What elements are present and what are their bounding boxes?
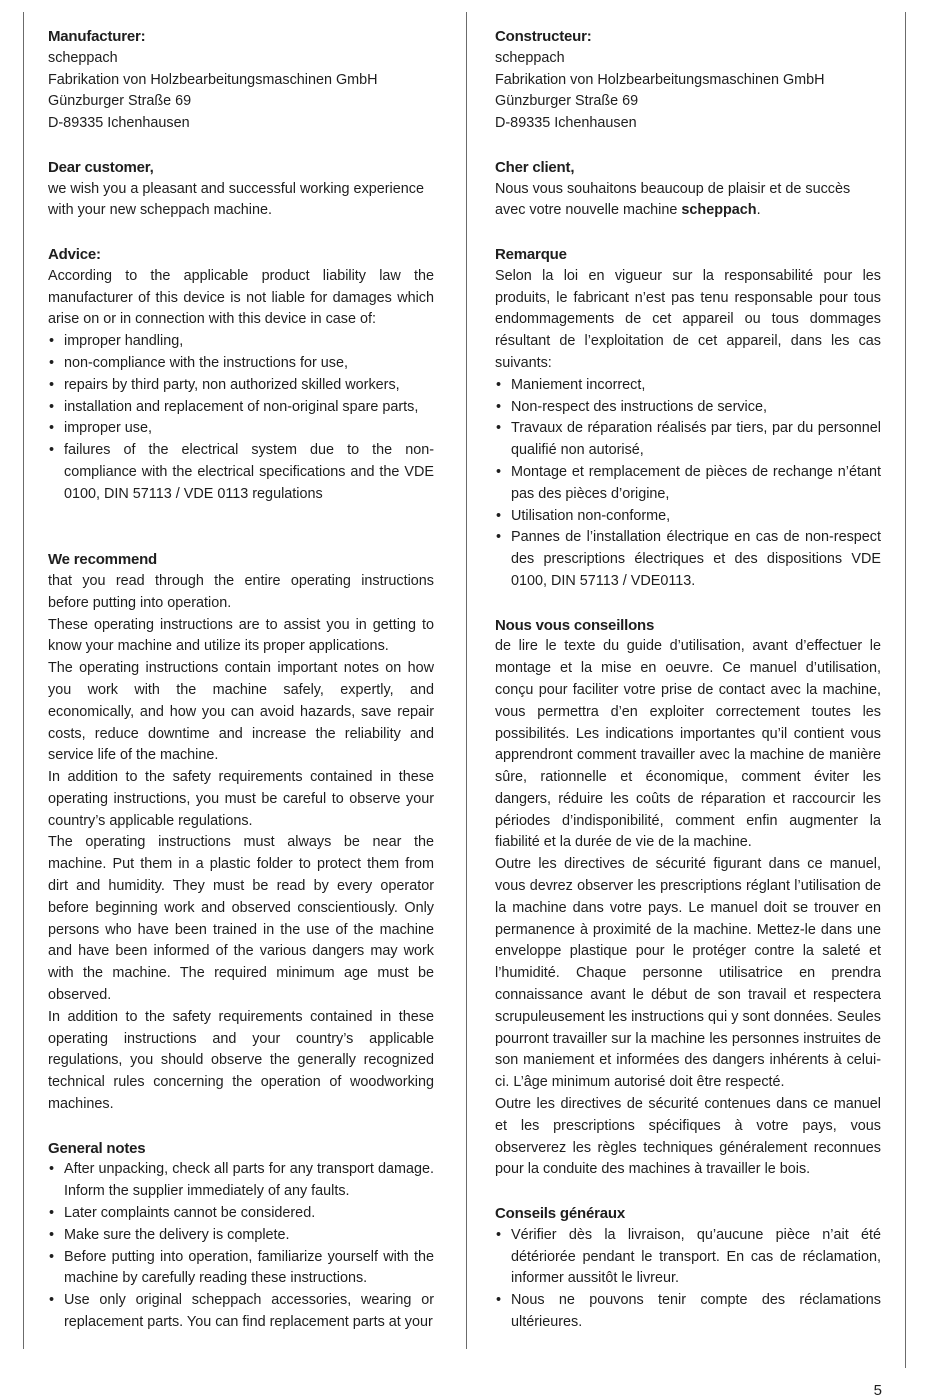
address-line: scheppach	[48, 49, 118, 66]
list-item: • Use only original scheppach accessories, wearing or replacement parts. You can find replacement parts at your	[48, 1290, 434, 1334]
page-number: 5	[873, 1382, 882, 1399]
list-item: • non-compliance with the instructions for use,	[48, 353, 434, 375]
dear-customer-section	[48, 157, 434, 222]
list-item: • Utilisation non-conforme,	[495, 506, 881, 528]
remarque-section	[495, 244, 881, 593]
dear-customer-heading: Dear customer,	[48, 158, 154, 176]
cher-client-heading: Cher client,	[495, 158, 575, 176]
left-border-line	[23, 12, 24, 1349]
list-item: • improper handling,	[48, 331, 434, 353]
advice-section	[48, 244, 434, 506]
address-line: Fabrikation von Holzbearbeitungsmaschinen GmbH	[48, 71, 378, 88]
list-item: • After unpacking, check all parts for any transport damage. Inform the supplier immediately of any faults.	[48, 1159, 434, 1203]
conseils-generaux-heading: Conseils généraux	[495, 1205, 625, 1223]
paragraph: These operating instructions are to assist you in getting to know your machine and utilize its proper applications.	[48, 616, 434, 655]
paragraph: that you read through the entire operating instructions before putting into operation.	[48, 572, 434, 611]
list-item: • Maniement incorrect,	[495, 375, 881, 397]
advice-heading: Advice:	[48, 245, 101, 263]
address-line: D-89335 Ichenhausen	[48, 115, 190, 132]
constructeur-section	[495, 26, 881, 135]
general-notes-section	[48, 1138, 434, 1334]
advice-intro: According to the applicable product liability law the manufacturer of this device is not liable for damages which arise on or in connection with this device in case of:	[48, 267, 434, 328]
list-item: • repairs by third party, non authorized skilled workers,	[48, 375, 434, 397]
list-item: • Nous ne pouvons tenir compte des réclamations ultérieures.	[495, 1290, 881, 1334]
list-item: • improper use,	[48, 418, 434, 440]
list-item: • installation and replacement of non-original spare parts,	[48, 397, 434, 419]
address-line: D-89335 Ichenhausen	[495, 115, 637, 132]
address-line: Günzburger Straße 69	[48, 93, 192, 110]
remarque-heading: Remarque	[495, 245, 567, 263]
list-item: • Pannes de l’installation électrique en cas de non-respect des prescriptions électriques et des dispositions VDE 0100, DIN 57113 / VDE0113.	[495, 527, 881, 592]
address-line: Fabrikation von Holzbearbeitungsmaschinen GmbH	[495, 71, 825, 88]
paragraph: The operating instructions must always be near the machine. Put them in a plastic folder to protect them from dirt and humidity. They must be read by every operator before beginning work and observed conscientiously. Only persons who have been trained in the use of the machine and have been informed of the various dangers may work with the machine. The required minimum age must be observed.	[48, 834, 434, 1004]
general-notes-list	[48, 1159, 434, 1333]
cher-client-text	[495, 179, 881, 223]
french-column	[495, 26, 881, 1356]
brand-name: scheppach	[681, 202, 757, 219]
dear-customer-text: we wish you a pleasant and successful working experience with your new scheppach machine.	[48, 180, 424, 219]
constructeur-heading: Constructeur:	[495, 28, 592, 45]
list-item: • Montage et remplacement de pièces de rechange n’étant pas des pièces d’origine,	[495, 462, 881, 506]
manufacturer-heading: Manufacturer:	[48, 28, 146, 45]
cher-client-text-start: Nous vous souhaitons beaucoup de plaisir et de succès avec votre nouvelle machine	[495, 180, 851, 219]
paragraph: In addition to the safety requirements contained in these operating instructions and your country’s applicable regulations, you should observe the generally recognized technical rules concerning the operation of woodworking machines.	[48, 1008, 434, 1113]
list-item: • failures of the electrical system due to the non-compliance with the electrical specifications and the VDE 0100, DIN 57113 / VDE 0113 regulations	[48, 440, 434, 505]
recommend-heading: We recommend	[48, 551, 158, 569]
cher-client-text-end: .	[756, 202, 761, 219]
general-notes-heading: General notes	[48, 1139, 146, 1157]
manufacturer-section	[48, 26, 434, 135]
cher-client-section	[495, 157, 881, 222]
recommend-section	[48, 549, 434, 1116]
paragraph: In addition to the safety requirements contained in these operating instructions, you must be careful to observe your country’s applicable regulations.	[48, 769, 434, 829]
remarque-list	[495, 375, 881, 593]
list-item: • Vérifier dès la livraison, qu’aucune pièce n’ait été détériorée pendant le transport. En cas de réclamation, informer aussitôt le livreur.	[495, 1225, 881, 1290]
advice-list	[48, 331, 434, 505]
conseils-generaux-list	[495, 1225, 881, 1334]
center-divider-line	[466, 12, 467, 1349]
english-column	[48, 26, 434, 1356]
paragraph: Outre les directives de sécurité contenues dans ce manuel et les prescriptions spécifiques à votre pays, vous observerez les règles techniques généralement reconnues pour la conduite des machines à travailler le bois.	[495, 1096, 881, 1178]
remarque-intro: Selon la loi en vigueur sur la responsabilité pour les produits, le fabricant n’est pas tenu responsable pour tous endommagements de cet appareil ou tous dommages résultant de l’exploitation de cet appareil, dans les cas suivants:	[495, 267, 881, 371]
list-item: • Later complaints cannot be considered.	[48, 1203, 434, 1225]
list-item: • Non-respect des instructions de service,	[495, 397, 881, 419]
address-line: Günzburger Straße 69	[495, 93, 639, 110]
address-line: scheppach	[495, 49, 565, 66]
conseils-generaux-section	[495, 1203, 881, 1334]
paragraph: The operating instructions contain important notes on how you work with the machine safely, expertly, and economically, and how you can avoid hazards, save repair costs, reduce downtime and increase the reliability and service life of the machine.	[48, 660, 434, 764]
list-item: • Before putting into operation, familiarize yourself with the machine by carefully reading these instructions.	[48, 1247, 434, 1291]
conseillons-heading: Nous vous conseillons	[495, 616, 655, 634]
right-border-line	[905, 12, 906, 1368]
paragraph: de lire le texte du guide d’utilisation, avant d’effectuer le montage et la mise en oeuvre. Ce manuel d’utilisation, conçu pour faciliter votre prise de contact avec la machine, vous permettra d’en exploiter correctement toutes les possibilités. Les indications importantes qu’il contient vous apprendront comment travailler avec la machine de manière sûre, rationnelle et économique, comment éviter les dangers, réduire les coûts de réparation et raccourcir les périodes d’indisponibilité, comment enfin augmenter la fiabilité et la durée de vie de la machine.	[495, 638, 881, 851]
conseillons-section	[495, 615, 881, 1182]
list-item: • Make sure the delivery is complete.	[48, 1225, 434, 1247]
list-item: • Travaux de réparation réalisés par tiers, par du personnel qualifié non autorisé,	[495, 418, 881, 462]
paragraph: Outre les directives de sécurité figurant dans ce manuel, vous devrez observer les prescriptions réglant l’utilisation de la machine dans votre pays. Le manuel doit se trouver en permanence à proximité de la machine. Mettez-le dans une enveloppe plastique pour le protéger contre la saleté et l’humidité. Chaque personne utilisatrice en prendra connaissance avant le début de son travail et respectera scrupuleusement les instructions qui y sont données. Seules pourront travailler sur la machine les personnes instruites de son maniement et informées des dangers inhérents à celui-ci. L’âge minimum autorisé doit être respecté.	[495, 856, 881, 1091]
